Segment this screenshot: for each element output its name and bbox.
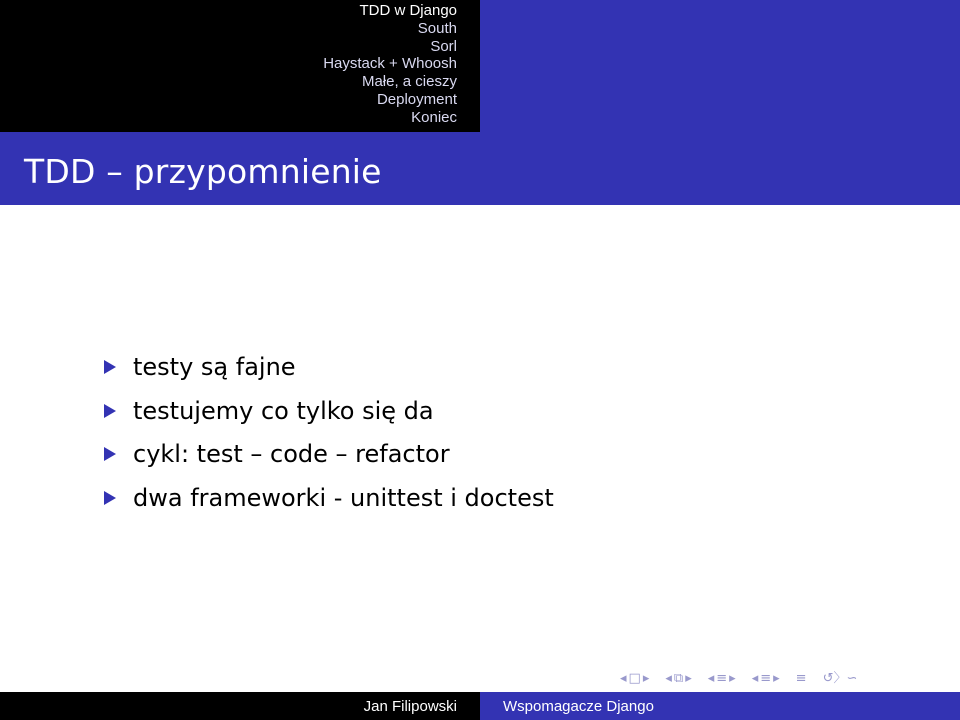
footer-author-box [0, 692, 480, 720]
bullet-text: cykl: test – code – refactor [133, 440, 450, 469]
triangle-bullet-icon [104, 360, 116, 374]
subsec-icon[interactable]: ≡ [760, 671, 772, 686]
triangle-bullet-icon [104, 491, 116, 505]
list-item [104, 476, 554, 520]
subsection-prev-icon[interactable]: ◂ [665, 671, 672, 686]
subsec-prev-icon[interactable]: ◂ [751, 671, 759, 686]
footer-title: Wspomagacze Django [503, 697, 654, 715]
triangle-bullet-icon [104, 447, 116, 461]
section-nav-group [708, 671, 736, 687]
frame-nav-group [620, 671, 649, 687]
frame-title-bar [0, 132, 960, 205]
align-nav-group [796, 671, 807, 687]
triangle-bullet-icon [104, 404, 116, 418]
bullet-text: dwa frameworki - unittest i doctest [133, 483, 554, 512]
footer-title-box [480, 692, 960, 720]
footer [0, 692, 960, 720]
bullet-list [104, 345, 554, 520]
top-navigation [0, 0, 960, 132]
nav-item-koniec[interactable]: Koniec [411, 108, 457, 126]
nav-item-haystack-whoosh[interactable]: Haystack + Whoosh [323, 55, 457, 73]
subsection-icon[interactable]: ⧉ [673, 671, 684, 686]
section-navigation [0, 0, 480, 132]
section-next-icon[interactable]: ▸ [729, 671, 736, 686]
search-icon[interactable]: ↺〉∽ [822, 671, 858, 686]
subsection-nav-group [665, 671, 691, 687]
list-item [104, 432, 554, 476]
subsection-navigation [480, 0, 960, 132]
frame-icon[interactable]: □ [628, 671, 641, 686]
footer-author: Jan Filipowski [363, 697, 457, 715]
search-nav-group [823, 671, 858, 687]
subsec-nav-group [752, 671, 780, 687]
nav-item-tdd-w-django[interactable]: TDD w Django [359, 2, 457, 19]
frame-prev-icon[interactable]: ◂ [620, 671, 627, 686]
frame-next-icon[interactable]: ▸ [642, 671, 650, 686]
list-item [104, 389, 554, 433]
subsection-next-icon[interactable]: ▸ [685, 671, 692, 686]
bullet-text: testy są fajne [133, 352, 296, 381]
nav-item-deployment[interactable]: Deployment [376, 90, 457, 108]
beamer-navigation-controls [620, 671, 867, 687]
frame-title: TDD – przypomnienie [24, 152, 382, 191]
bullet-text: testujemy co tylko się da [133, 396, 434, 425]
nav-item-male-a-cieszy[interactable]: Małe, a cieszy [361, 73, 457, 91]
section-icon[interactable]: ≡ [716, 671, 728, 686]
nav-item-south[interactable]: South [417, 19, 457, 37]
nav-item-sorl[interactable]: Sorl [430, 37, 457, 55]
list-item [104, 345, 554, 389]
subsec-next-icon[interactable]: ▸ [773, 671, 780, 686]
section-prev-icon[interactable]: ◂ [707, 671, 715, 686]
align-icon[interactable]: ≡ [795, 671, 807, 686]
